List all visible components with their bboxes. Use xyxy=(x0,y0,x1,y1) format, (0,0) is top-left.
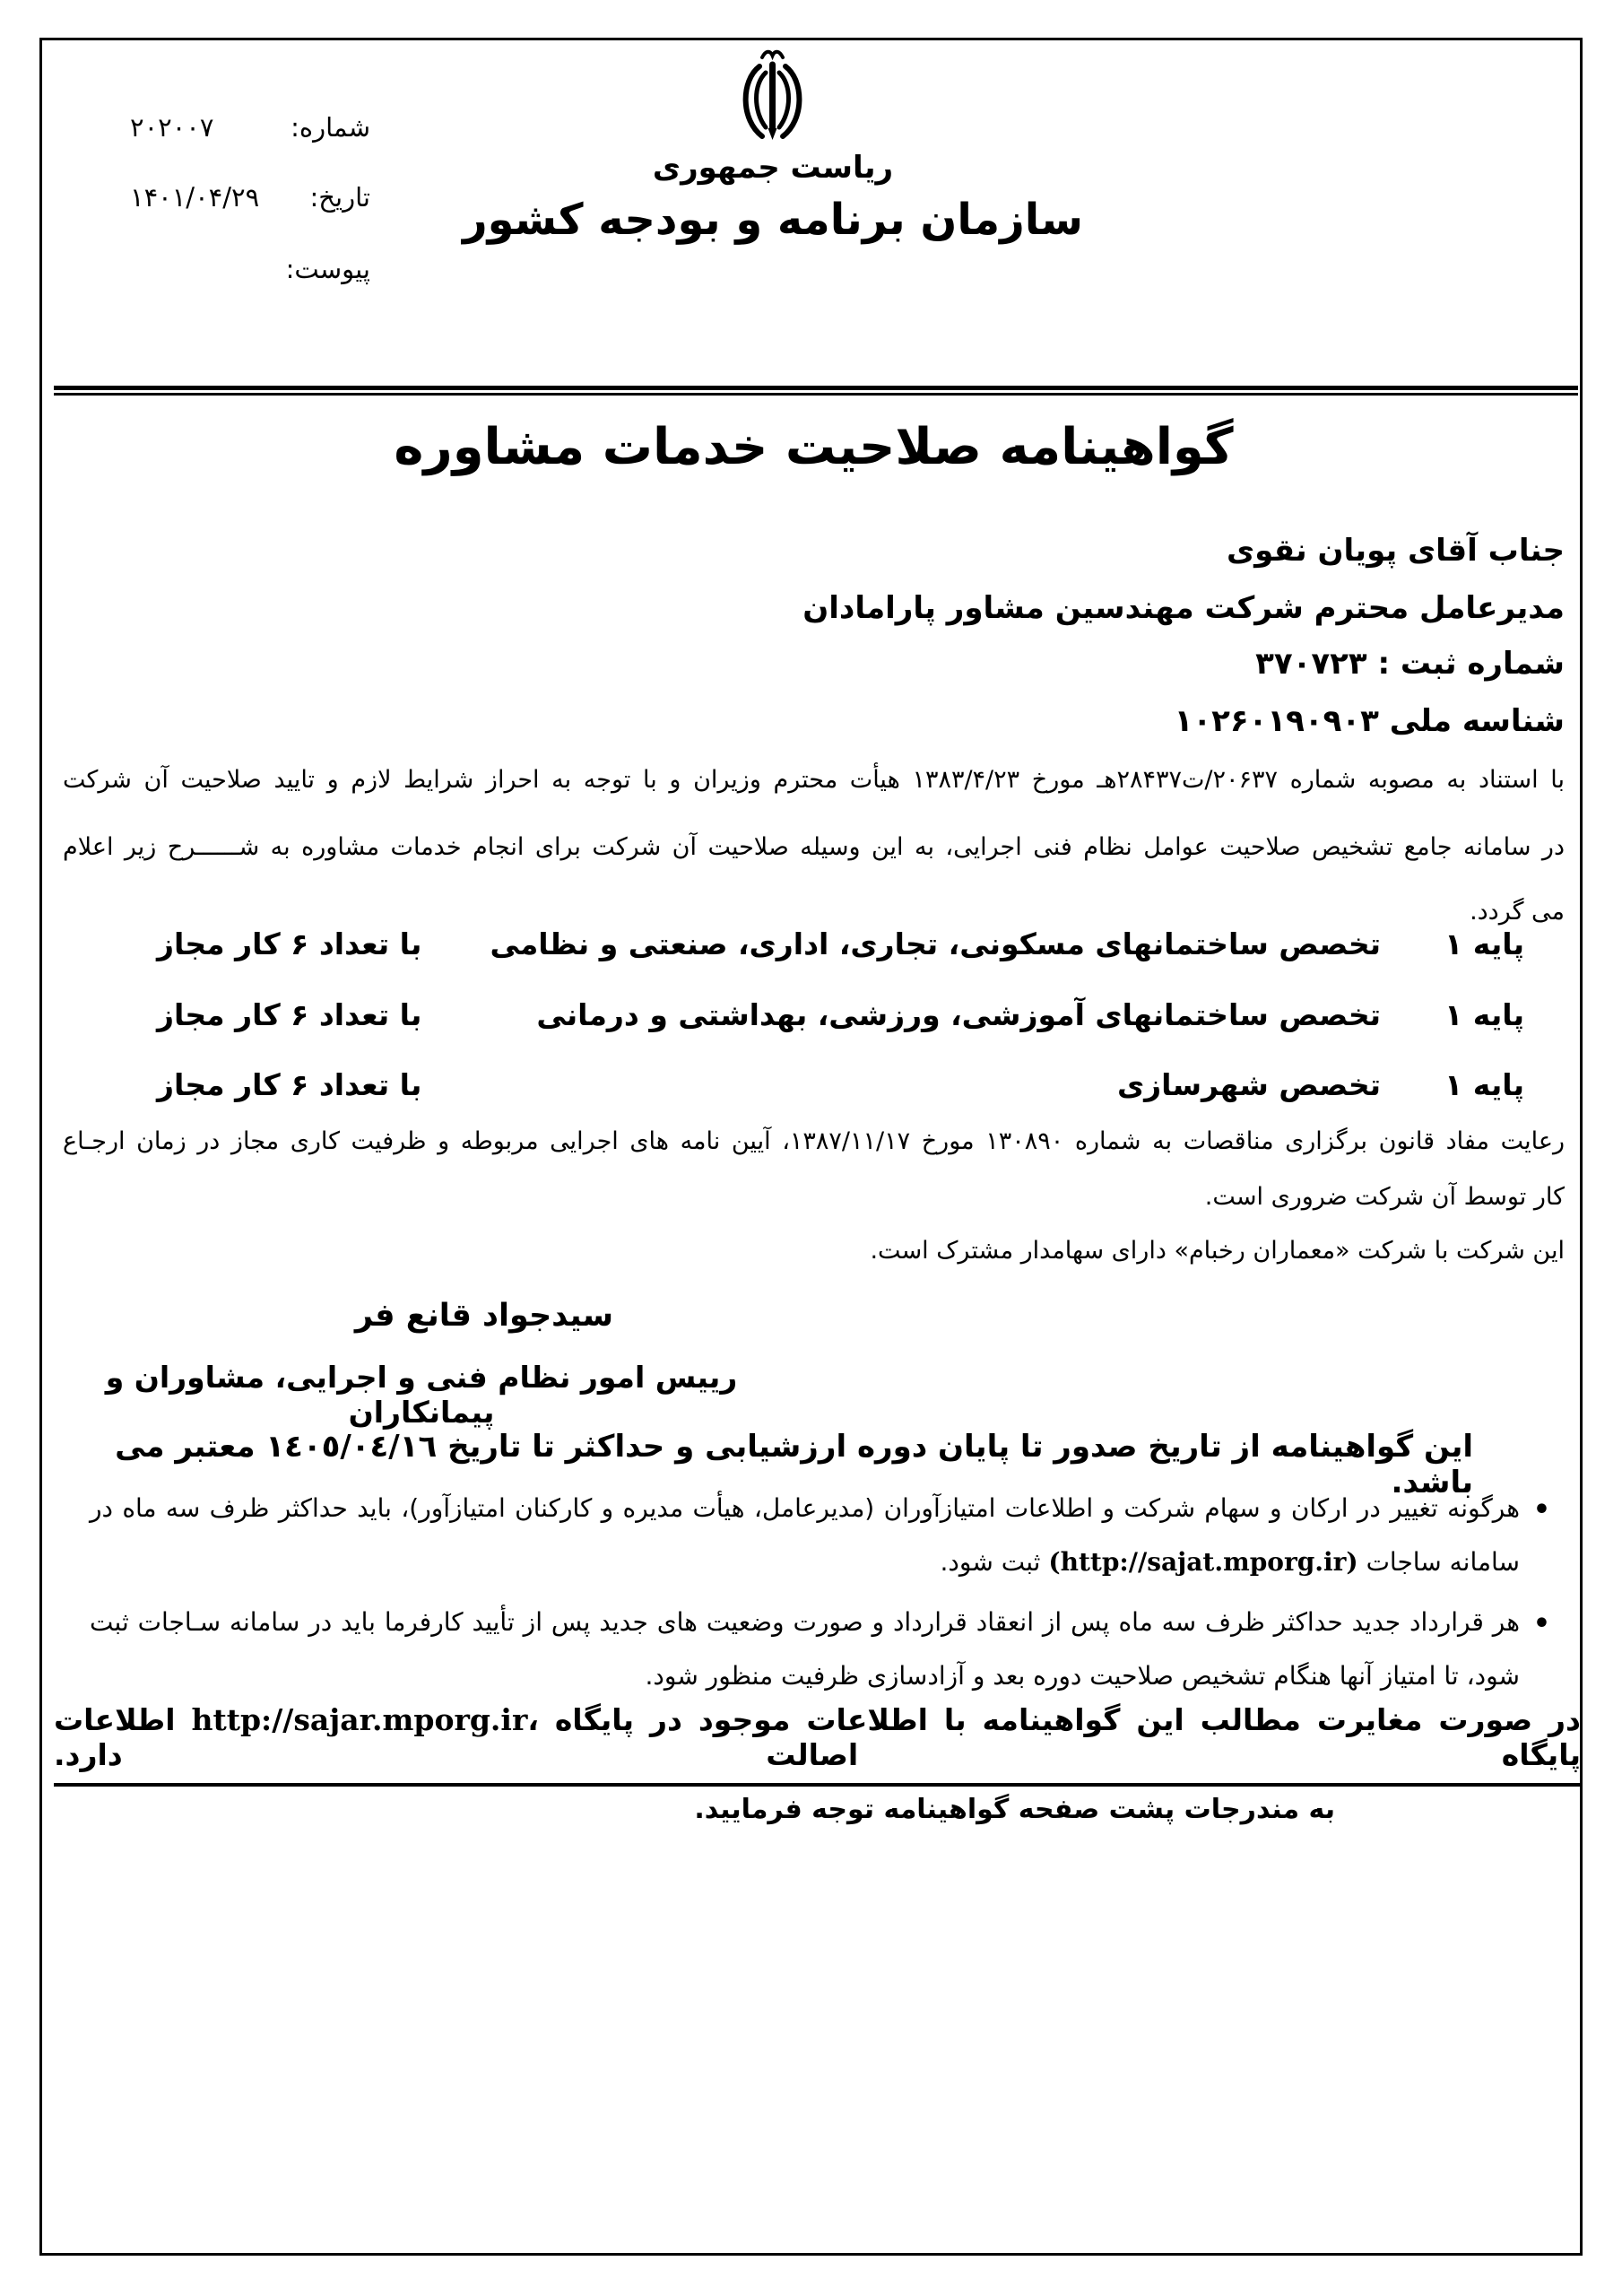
header-divider-rule xyxy=(54,386,1578,396)
note-1-line-2 xyxy=(90,1546,1520,1578)
org-presidency-line: ریاست جمهوری xyxy=(652,150,894,186)
letter-number-label: شماره: xyxy=(291,112,370,143)
addressee-registration-number: شماره ثبت : ۳۷۰۷۲۳ xyxy=(1255,646,1565,682)
letter-date-value: ۱۴۰۱/۰۴/۲۹ xyxy=(130,182,260,213)
letter-attachment-row xyxy=(130,253,370,289)
iran-emblem-icon xyxy=(730,129,815,146)
qualification-grade: پایه ۱ xyxy=(1444,926,1524,961)
qualification-row xyxy=(63,926,1565,970)
bullet-icon: • xyxy=(1532,1608,1550,1639)
qualification-row xyxy=(63,997,1565,1040)
qualification-grade: پایه ۱ xyxy=(1444,1067,1524,1102)
validity-statement: این گواهینامه از تاریخ صدور تا پایان دوره ارزشیابی و حداکثر تا تاریخ ١٤٠٥/٠٤/١٦ معتبر می باشد. xyxy=(115,1429,1473,1500)
intro-line-1: با استناد به مصوبه شماره ۲۰۶۳۷/ت۲۸۴۳۷هـ مورخ ۱۳۸۳/۴/۲۳ هیأت محترم وزیران و با توجه به احراز شرایط لازم و تایید صلاحیت آن شرکت xyxy=(63,766,1565,794)
mismatch-notice-tail: اطلاعات پایگاه اصالت دارد. xyxy=(54,1702,1581,1772)
signer-role: رییس امور نظام فنی و اجرایی، مشاوران و پیمانکاران xyxy=(105,1360,738,1430)
qualification-capacity: با تعداد ۶ کار مجاز xyxy=(157,997,422,1032)
note-1-line-2-tail: ثبت شود. xyxy=(940,1547,1049,1577)
letter-date-label: تاریخ: xyxy=(309,182,370,213)
qualification-capacity: با تعداد ۶ کار مجاز xyxy=(157,1067,422,1102)
signer-name: سیدجواد قانع فر xyxy=(354,1298,614,1334)
addressee-salutation: جناب آقای پویان نقوی xyxy=(1226,533,1565,569)
note-item-2 xyxy=(90,1606,1550,1692)
shareholder-note: این شرکت با شرکت «معماران رخبام» دارای سهامدار مشترک است. xyxy=(870,1237,1565,1265)
note-2-line-1: هر قرارداد جدید حداکثر ظرف سه ماه پس از انعقاد قرارداد و صورت وضعیت های جدید پس از تأیید کارفرما باید در سامانه سـاجات ثبت xyxy=(90,1607,1520,1637)
intro-line-3: می گردد. xyxy=(1470,898,1565,926)
back-page-note: به مندرجات پشت صفحه گواهینامه توجه فرمایید. xyxy=(694,1794,1335,1825)
qualification-row xyxy=(63,1067,1565,1110)
addressee-national-id: شناسه ملی ۱۰۲۶۰۱۹۰۹۰۳ xyxy=(1174,703,1565,739)
note-item-1 xyxy=(90,1492,1550,1578)
addressee-position: مدیرعامل محترم شرکت مهندسین مشاور پارامادان xyxy=(802,590,1565,626)
obligations-line-2: کار توسط آن شرکت ضروری است. xyxy=(1204,1183,1565,1211)
org-name-line: سازمان برنامه و بودجه کشور xyxy=(463,195,1083,245)
bullet-icon: • xyxy=(1532,1494,1550,1526)
qualification-specialty: تخصص شهرسازی xyxy=(1116,1067,1381,1102)
qualification-specialty: تخصص ساختمانهای آموزشی، ورزشی، بهداشتی و درمانی xyxy=(536,997,1381,1032)
letter-number-value: ۲۰۲۰۰۷ xyxy=(130,112,214,143)
intro-line-2: در سامانه جامع تشخیص صلاحیت عوامل نظام فنی اجرایی، به این وسیله صلاحیت آن شرکت برای انجام خدمات مشاوره به شــــــرح زیر اعلام xyxy=(63,833,1565,861)
letter-attachment-label: پیوست: xyxy=(285,254,370,284)
qualification-grade: پایه ۱ xyxy=(1444,997,1524,1032)
sajat-url: (http://sajat.mporg.ir) xyxy=(1048,1547,1358,1577)
qualification-specialty: تخصص ساختمانهای مسکونی، تجاری، اداری، صنعتی و نظامی xyxy=(490,926,1381,961)
note-1-line-1: هرگونه تغییر در ارکان و سهام شرکت و اطلاعات امتیازآوران (مدیرعامل، هیأت مدیره و کارکنان امتیازآور)، باید حداکثر ظرف سه ماه در xyxy=(90,1493,1520,1523)
note-1-line-2-text: سامانه ساجات xyxy=(1357,1547,1520,1577)
sajar-url: http://sajar.mporg.ir xyxy=(191,1702,528,1737)
obligations-line-1: رعایت مفاد قانون برگزاری مناقصات به شماره ۱۳۰۸۹۰ مورخ ۱۳۸۷/۱۱/۱۷، آیین نامه های اجرایی مربوطه و ظرفیت کاری مجاز در زمان ارجـاع xyxy=(63,1127,1566,1155)
letter-date-row xyxy=(130,181,370,217)
letter-number-row xyxy=(130,111,370,147)
org-header xyxy=(463,49,1083,245)
qualification-capacity: با تعداد ۶ کار مجاز xyxy=(157,926,422,961)
certificate-title: گواهینامه صلاحیت خدمات مشاوره xyxy=(394,418,1234,476)
mismatch-notice-text: در صورت مغایرت مطالب این گواهینامه با اطلاعات موجود در پایگاه ، xyxy=(527,1702,1581,1737)
note-2-line-2: شود، تا امتیاز آنها هنگام تشخیص صلاحیت دوره بعد و آزادسازی ظرفیت منظور شود. xyxy=(645,1661,1520,1691)
mismatch-notice xyxy=(54,1702,1581,1787)
